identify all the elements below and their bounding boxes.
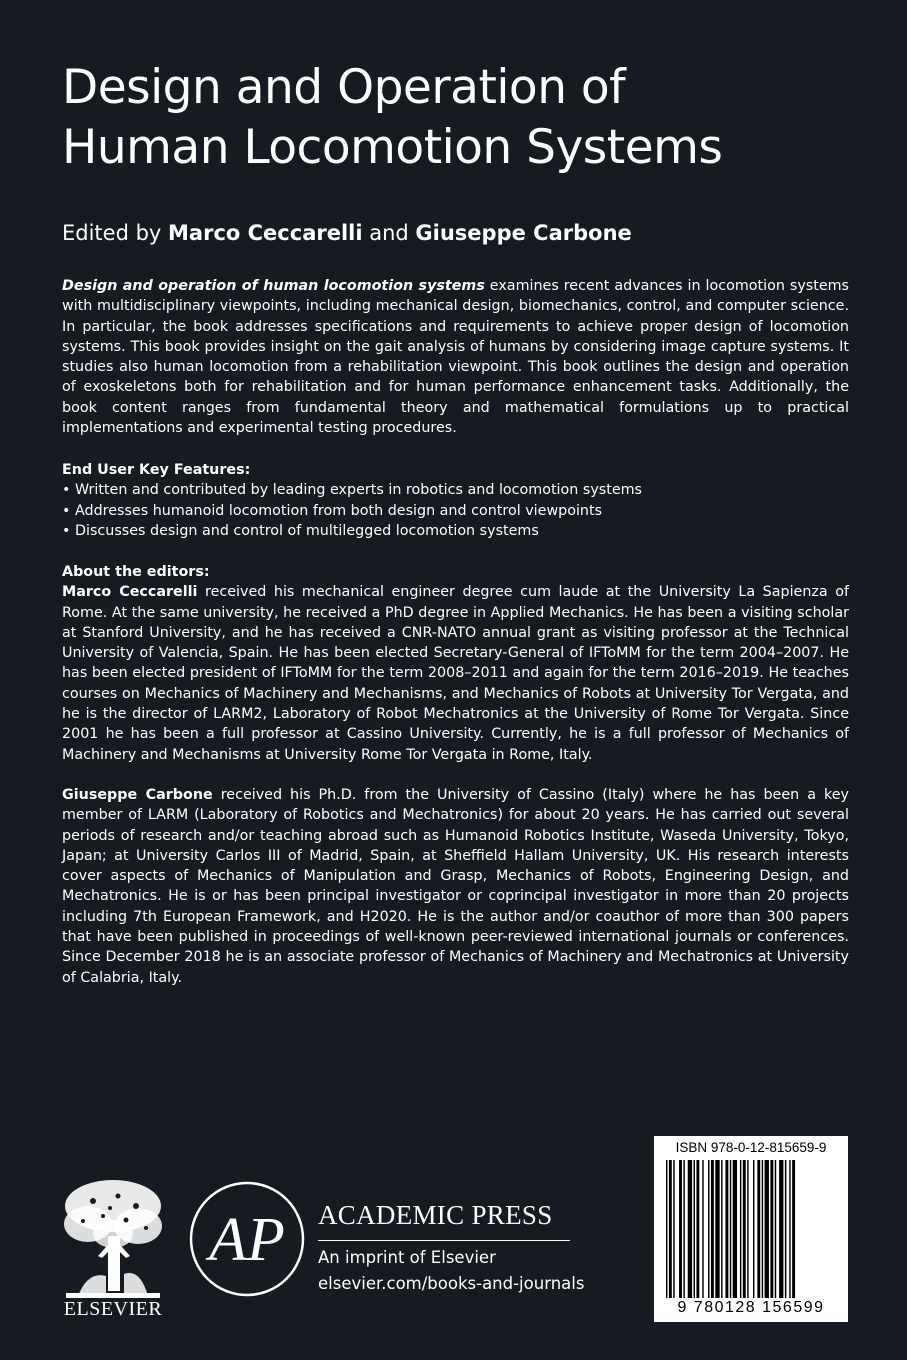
- publisher-divider: [318, 1240, 570, 1241]
- editors-line: [62, 218, 632, 248]
- about-editors: [62, 562, 849, 988]
- editor-bio-1: [62, 582, 849, 765]
- elsevier-wordmark: ELSEVIER: [63, 1298, 163, 1320]
- barcode-bar: [789, 1160, 790, 1298]
- publisher-name: ACADEMIC PRESS: [318, 1200, 553, 1230]
- barcode-bar: [747, 1160, 748, 1298]
- book-title-line-1: Design and Operation of: [62, 60, 626, 115]
- key-features: [62, 460, 849, 541]
- barcode-bar: [743, 1160, 746, 1298]
- barcode-bar: [765, 1160, 769, 1298]
- barcode-bar: [762, 1160, 763, 1298]
- editor-name-2: Giuseppe Carbone: [415, 221, 632, 245]
- description-text: examines recent advances in locomotion systems with multidisciplinary viewpoints, including mechanical design, biomechanics, control, and computer science. In particular, the book addresses specifications and requirements to achieve proper design of locomotion systems. This book provides insight on the gait analysis of humans by considering image capture systems. It studies also human locomotion from a rehabilitation viewpoint. This book outlines the design and operation of exoskeletons both for rehabilitation and for human performance enhancement tasks. Additionally, the book content ranges from fundamental theory and mathematical formulations up to practical implementations and experimental testing procedures.: [62, 278, 850, 437]
- bio-name-1: Marco Ceccarelli: [62, 584, 198, 601]
- barcode-bar: [757, 1160, 760, 1298]
- barcode-bar: [775, 1160, 776, 1298]
- barcode-bar: [779, 1160, 783, 1298]
- barcode-bar: [770, 1160, 773, 1298]
- feature-item: • Addresses humanoid locomotion from both design and control viewpoints: [62, 501, 849, 521]
- bio-name-2: Giuseppe Carbone: [62, 786, 213, 803]
- book-title-line-2: Human Locomotion Systems: [62, 120, 723, 175]
- editors-connector: and: [362, 221, 416, 245]
- editor-bio-2: [62, 785, 849, 988]
- barcode-bar: [785, 1160, 786, 1298]
- editor-name-1: Marco Ceccarelli: [168, 221, 363, 245]
- barcode-bar: [673, 1160, 674, 1298]
- barcode-bar: [669, 1160, 672, 1298]
- barcode-bar: [753, 1160, 754, 1298]
- ap-monogram: AP: [209, 1206, 285, 1274]
- book-description: [62, 276, 849, 438]
- feature-item: • Written and contributed by leading experts in robotics and locomotion systems: [62, 480, 849, 500]
- barcode-bar: [792, 1160, 795, 1298]
- description-book-title: Design and operation of human locomotion systems: [62, 278, 485, 294]
- barcode-bar: [740, 1160, 741, 1298]
- features-list: [62, 480, 849, 541]
- barcode-bar: [666, 1160, 667, 1298]
- barcode-bar: [696, 1160, 699, 1298]
- feature-item: • Discusses design and control of multilegged locomotion systems: [62, 521, 849, 541]
- barcode-bar: [733, 1160, 737, 1298]
- barcode-bar: [708, 1160, 709, 1298]
- barcode-bar: [730, 1160, 731, 1298]
- editors-prefix: Edited by: [62, 221, 169, 245]
- barcode-bar: [725, 1160, 728, 1298]
- barcode-bar: [711, 1160, 714, 1298]
- about-heading: About the editors:: [62, 564, 210, 580]
- publisher-imprint: An imprint of Elsevier: [318, 1248, 496, 1267]
- barcode-bar: [688, 1160, 692, 1298]
- barcode-bar: [694, 1160, 695, 1298]
- features-heading: End User Key Features:: [62, 462, 251, 478]
- book-title: [62, 58, 862, 178]
- barcode-bar: [721, 1160, 722, 1298]
- bio-text-1: received his mechanical engineer degree cum laude at the University La Sapienza of Rome. At the same university, he received a PhD degree in Applied Mechanics. He has been a visiting scholar at Stanford University, and he has received a CNR-NATO annual grant as visiting professor at the Technical University of Valencia, Spain. He has been elected Secretary-General of IFToMM for the term 2004–2007. He has been elected president of IFToMM for the term 2008–2011 and again for the term 2016–2019. He teaches courses on Mechanics of Machinery and Mechanisms, and Mechanics of Robots at University Tor Vergata, and he is the director of LARM2, Laboratory of Robot Mechatronics at the University of Rome Tor Vergata. Since 2001 he has been a full professor at Cassino University. Currently, he is a full professor of Mechanics of Machinery and Mechanisms at University Rome Tor Vergata in Rome, Italy.: [62, 584, 849, 763]
- elsevier-tree-logo: [58, 1176, 168, 1306]
- isbn-label: ISBN 978-0-12-815659-9: [675, 1140, 827, 1155]
- publisher-website: elsevier.com/books-and-journals: [318, 1274, 585, 1293]
- bio-text-2: received his Ph.D. from the University of Cassino (Italy) where he has been a key member of LARM (Laboratory of Robotics and Mechatronics) for about 20 years. He has carried out several periods of research and/or teaching abroad such as Humanoid Robotics Institute, Waseda University, Tokyo, Japan; at University Carlos III of Madrid, Spain, at Sheffield Hallam University, UK. His research interests cover aspects of Mechanics of Manipulation and Grasp, Mechanics of Robots, Engineering Design, and Mechatronics. He is or has been principal investigator or coprincipal investigator in more than 20 projects including 7th European Framework, and H2020. He is the author and/or coauthor of more than 300 papers that have been published in proceedings of well-known peer-reviewed international journals or conferences. Since December 2018 he is an associate professor of Mechanics of Machinery and Mechatronics at University of Calabria, Italy.: [62, 786, 849, 986]
- barcode-bar: [702, 1160, 703, 1298]
- academic-press-logo: [188, 1180, 306, 1298]
- barcode-bar: [683, 1160, 684, 1298]
- barcode-bar: [679, 1160, 682, 1298]
- barcode-bars: [666, 1160, 836, 1298]
- isbn-barcode: [654, 1136, 848, 1322]
- barcode-number: 9 780128 156599: [677, 1299, 825, 1316]
- barcode-bar: [715, 1160, 719, 1298]
